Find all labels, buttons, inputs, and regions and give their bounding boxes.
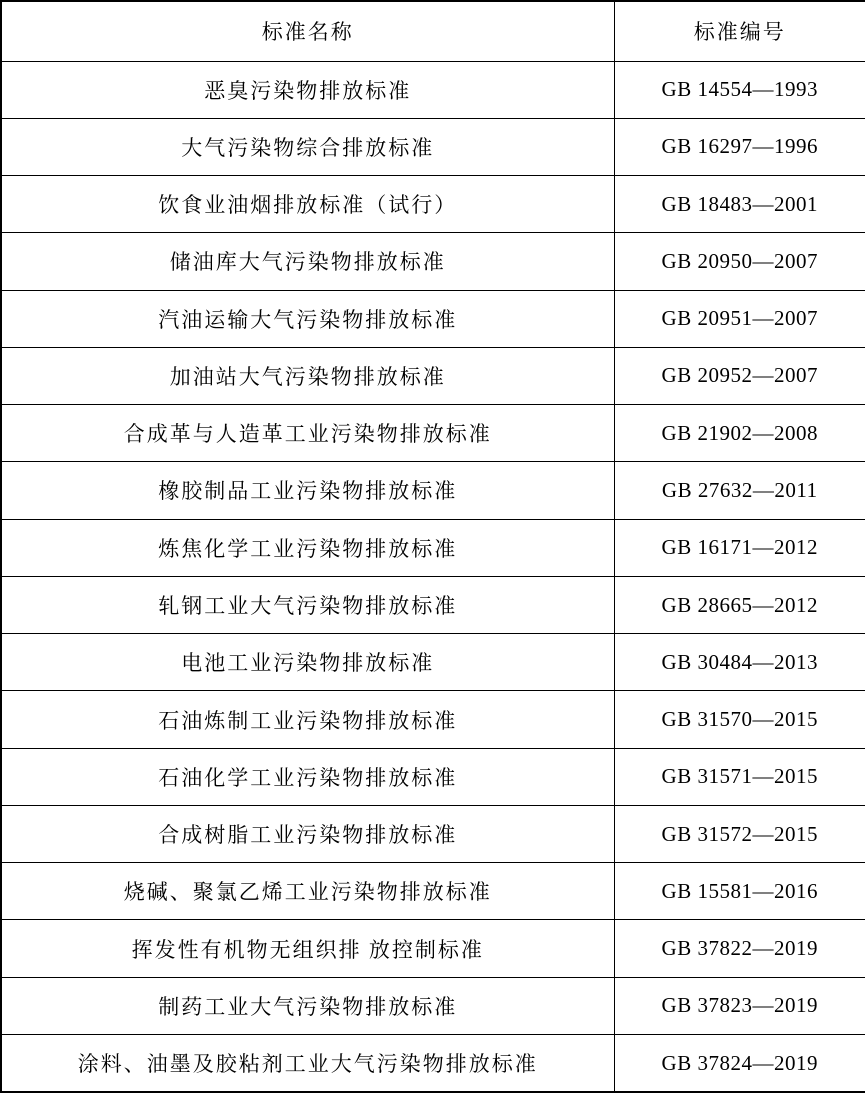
standard-name-cell: 合成树脂工业污染物排放标准	[1, 805, 614, 862]
standard-number-cell: GB 16171—2012	[614, 519, 865, 576]
standard-name-cell: 加油站大气污染物排放标准	[1, 347, 614, 404]
standard-name-cell: 轧钢工业大气污染物排放标准	[1, 576, 614, 633]
table-row	[1, 576, 865, 633]
table-row	[1, 863, 865, 920]
standard-number-cell: GB 31570—2015	[614, 691, 865, 748]
standard-name-cell: 大气污染物综合排放标准	[1, 118, 614, 175]
standard-name-cell: 储油库大气污染物排放标准	[1, 233, 614, 290]
header-standard-name: 标准名称	[1, 1, 614, 61]
standard-name-cell: 恶臭污染物排放标准	[1, 61, 614, 118]
standard-number-cell: GB 21902—2008	[614, 405, 865, 462]
standard-name-cell: 电池工业污染物排放标准	[1, 634, 614, 691]
standard-name-cell: 汽油运输大气污染物排放标准	[1, 290, 614, 347]
standard-number-cell: GB 20951—2007	[614, 290, 865, 347]
table-row	[1, 920, 865, 977]
table-row	[1, 519, 865, 576]
standard-name-cell: 橡胶制品工业污染物排放标准	[1, 462, 614, 519]
standard-number-cell: GB 14554—1993	[614, 61, 865, 118]
standard-number-cell: GB 37824—2019	[614, 1035, 865, 1092]
table-row	[1, 405, 865, 462]
table-row	[1, 61, 865, 118]
standard-name-cell: 制药工业大气污染物排放标准	[1, 977, 614, 1034]
table-row	[1, 805, 865, 862]
table-row	[1, 233, 865, 290]
table-row	[1, 118, 865, 175]
table-row	[1, 176, 865, 233]
standard-name-cell: 饮食业油烟排放标准（试行）	[1, 176, 614, 233]
standard-number-cell: GB 15581—2016	[614, 863, 865, 920]
table-header-row	[1, 1, 865, 61]
standard-name-cell: 烧碱、聚氯乙烯工业污染物排放标准	[1, 863, 614, 920]
table-row	[1, 1035, 865, 1092]
standard-name-cell: 石油炼制工业污染物排放标准	[1, 691, 614, 748]
table-row	[1, 290, 865, 347]
table-row	[1, 748, 865, 805]
table-row	[1, 977, 865, 1034]
table-row	[1, 462, 865, 519]
table-row	[1, 634, 865, 691]
standard-number-cell: GB 30484—2013	[614, 634, 865, 691]
standard-number-cell: GB 31572—2015	[614, 805, 865, 862]
standard-number-cell: GB 28665—2012	[614, 576, 865, 633]
standard-number-cell: GB 20952—2007	[614, 347, 865, 404]
standard-name-cell: 石油化学工业污染物排放标准	[1, 748, 614, 805]
standard-name-cell: 挥发性有机物无组织排 放控制标准	[1, 920, 614, 977]
standard-number-cell: GB 16297—1996	[614, 118, 865, 175]
standard-name-cell: 合成革与人造革工业污染物排放标准	[1, 405, 614, 462]
standard-number-cell: GB 18483—2001	[614, 176, 865, 233]
standard-number-cell: GB 37822—2019	[614, 920, 865, 977]
standard-name-cell: 涂料、油墨及胶粘剂工业大气污染物排放标准	[1, 1035, 614, 1092]
header-standard-number: 标准编号	[614, 1, 865, 61]
standard-number-cell: GB 20950—2007	[614, 233, 865, 290]
standard-number-cell: GB 27632—2011	[614, 462, 865, 519]
table-row	[1, 347, 865, 404]
table-row	[1, 691, 865, 748]
standard-number-cell: GB 31571—2015	[614, 748, 865, 805]
standard-name-cell: 炼焦化学工业污染物排放标准	[1, 519, 614, 576]
standards-table-body	[1, 61, 865, 1092]
standard-number-cell: GB 37823—2019	[614, 977, 865, 1034]
